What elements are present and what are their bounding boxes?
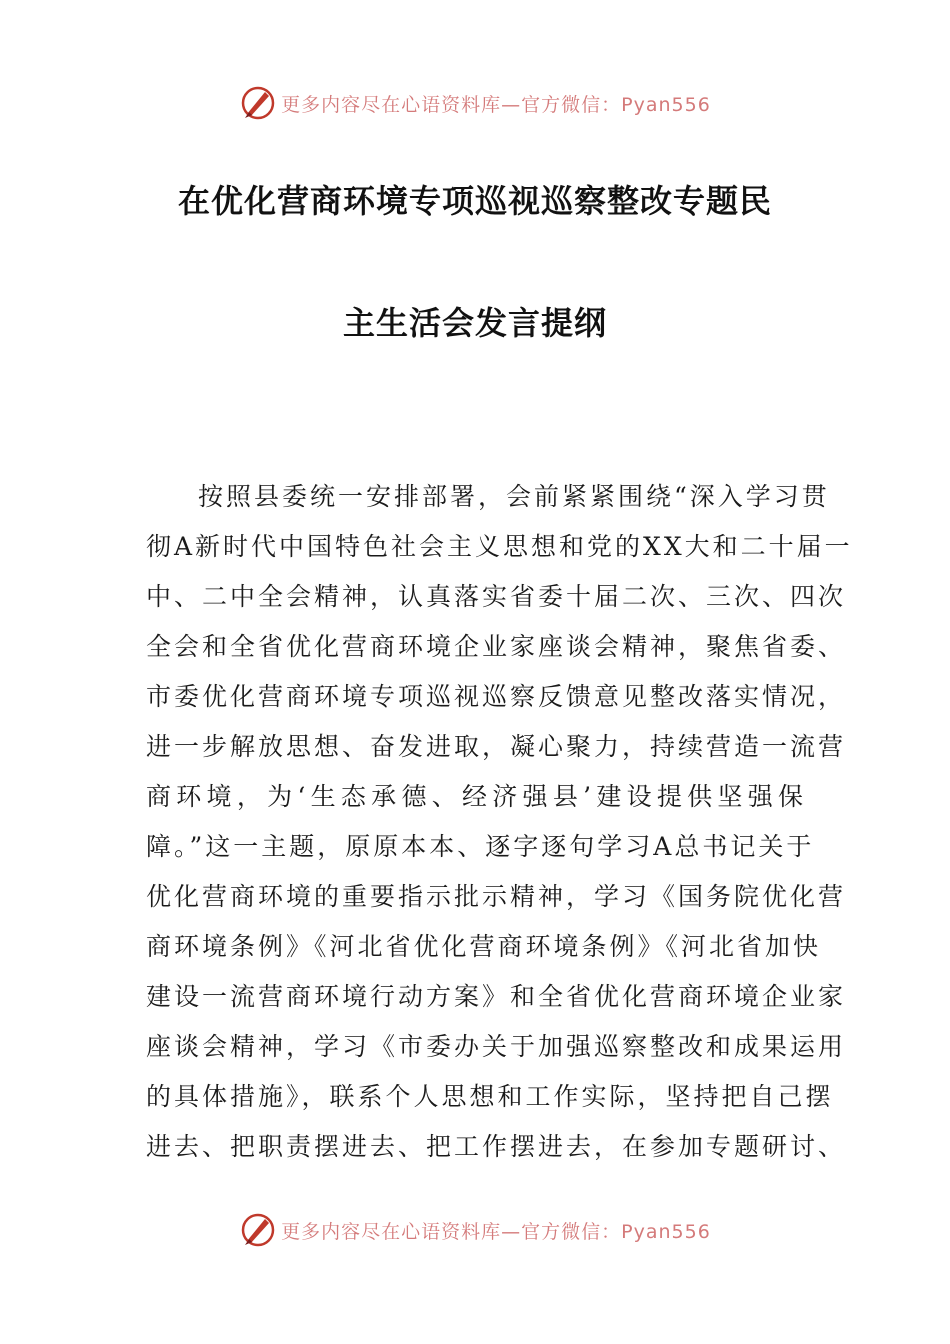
header-watermark-text: 更多内容尽在心语资料库—官方微信：Pyan556 <box>281 93 711 116</box>
document-title-line1: 在优化营商环境专项巡视巡察整改专题民 <box>177 182 772 220</box>
body-line: 市委优化营商环境专项巡视巡察反馈意见整改落实情况， <box>146 682 847 711</box>
body-line: 进去、把职责摆进去、把工作摆进去，在参加专题研讨、 <box>146 1132 847 1161</box>
body-line: 座谈会精神，学习《市委办关于加强巡察整改和成果运用 <box>146 1032 847 1061</box>
pen-logo-icon <box>239 84 277 122</box>
header-watermark-banner <box>0 83 950 123</box>
body-line: 优化营商环境的重要指示批示精神，学习《国务院优化营 <box>146 882 847 911</box>
body-line: 全会和全省优化营商环境企业家座谈会精神，聚焦省委、 <box>146 632 847 661</box>
footer-watermark-banner <box>0 1210 950 1250</box>
body-line: 商环境条例》《河北省优化营商环境条例》《河北省加快 <box>146 932 822 961</box>
footer-watermark-text: 更多内容尽在心语资料库—官方微信：Pyan556 <box>281 1220 711 1243</box>
body-line: 按照县委统一安排部署，会前紧紧围绕“深入学习贯 <box>198 482 830 511</box>
body-line: 的具体措施》，联系个人思想和工作实际，坚持把自己摆 <box>146 1082 834 1111</box>
body-line: 商环境，为‘生态承德、经济强县’建设提供坚强保 <box>146 782 806 811</box>
body-line: 中、二中全会精神，认真落实省委十届二次、三次、四次 <box>146 582 847 611</box>
body-line: 进一步解放思想、奋发进取，凝心聚力，持续营造一流营 <box>146 732 847 761</box>
pen-logo-icon <box>239 1211 277 1249</box>
document-body <box>146 472 853 1172</box>
body-line: 障。”这一主题，原原本本、逐字逐句学习A总书记关于 <box>146 832 815 861</box>
body-line: 建设一流营商环境行动方案》和全省优化营商环境企业家 <box>146 982 847 1011</box>
body-line: 彻A新时代中国特色社会主义思想和党的XX大和二十届一 <box>146 532 853 561</box>
document-title-line2: 主生活会发言提纲 <box>342 304 607 342</box>
